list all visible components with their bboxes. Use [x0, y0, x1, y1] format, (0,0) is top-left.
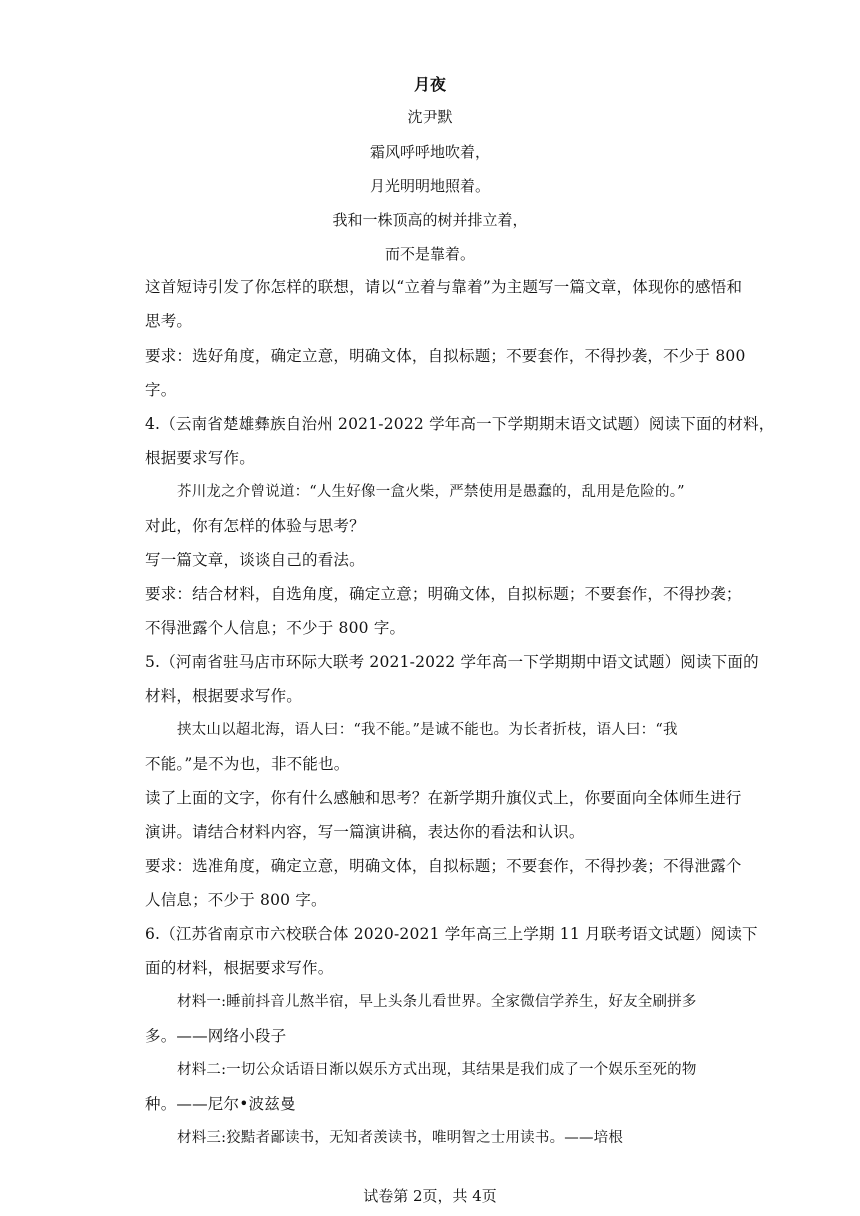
- material-text: 种。——尼尔•波兹曼: [145, 1095, 296, 1113]
- material-text: 不能。”是不为也，非不能也。: [145, 755, 350, 773]
- prompt-text: 思考。: [145, 312, 193, 330]
- poem-title: 月夜: [413, 75, 446, 94]
- poem-author: 沈尹默: [407, 108, 453, 126]
- question-header: 根据要求写作。: [145, 449, 255, 467]
- material-text: 多。——网络小段子: [145, 1027, 287, 1045]
- requirement-text: 不得泄露个人信息；不少于 800 字。: [145, 619, 406, 637]
- material-text: 材料一:睡前抖音儿熬半宿，早上头条儿看世界。全家微信学养生，好友全刷拼多: [177, 994, 697, 1010]
- material-text: 芥川龙之介曾说道：“人生好像一盒火柴，严禁使用是愚蠢的，乱用是危险的。”: [177, 484, 685, 500]
- prompt-text: 这首短诗引发了你怎样的联想，请以“立着与靠着”为主题写一篇文章，体现你的感悟和: [145, 278, 743, 296]
- question-header: 面的材料，根据要求写作。: [145, 959, 334, 977]
- requirement-text: 字。: [145, 381, 177, 399]
- material-text: 挟太山以超北海，语人曰：“我不能。”是诚不能也。为长者折枝，语人曰：“我: [177, 722, 678, 738]
- poem-line: 月光明明地照着。: [369, 177, 490, 195]
- material-text: 对此，你有怎样的体验与思考？: [145, 517, 365, 535]
- requirement-text: 要求：选好角度，确定立意，明确文体，自拟标题；不要套作，不得抄袭，不少于 800: [145, 347, 746, 365]
- poem-line: 而不是靠着。: [384, 245, 475, 263]
- prompt-text: 写一篇文章，谈谈自己的看法。: [145, 551, 365, 569]
- page-footer: 试卷第 2页，共 4页: [363, 1187, 497, 1205]
- requirement-text: 人信息；不少于 800 字。: [145, 891, 327, 909]
- material-text: 材料二:一切公众话语日渐以娱乐方式出现，其结果是我们成了一个娱乐至死的物: [177, 1062, 697, 1078]
- question-header: 5.（河南省驻马店市环际大联考 2021-2022 学年高一下学期期中语文试题）阅读下面的: [145, 653, 759, 671]
- poem-line: 我和一株顶高的树并排立着，: [332, 211, 528, 229]
- material-text: 材料三:狡黠者鄙读书，无知者羡读书，唯明智之士用读书。——培根: [177, 1130, 624, 1146]
- poem-line: 霜风呼呼地吹着，: [369, 143, 490, 161]
- requirement-text: 要求：选准角度，确定立意，明确文体，自拟标题；不要套作，不得抄袭；不得泄露个: [145, 857, 742, 875]
- question-header: 4.（云南省楚雄彝族自治州 2021-2022 学年高一下学期期末语文试题）阅读下面的材料，: [145, 415, 775, 433]
- question-header: 6.（江苏省南京市六校联合体 2020-2021 学年高三上学期 11 月联考语文试题）阅读下: [145, 925, 758, 943]
- question-header: 材料，根据要求写作。: [145, 687, 303, 705]
- prompt-text: 读了上面的文字，你有什么感触和思考？在新学期升旗仪式上，你要面向全体师生进行: [145, 789, 742, 807]
- requirement-text: 要求：结合材料，自选角度，确定立意；明确文体，自拟标题；不要套作，不得抄袭；: [145, 585, 742, 603]
- prompt-text: 演讲。请结合材料内容，写一篇演讲稿，表达你的看法和认识。: [145, 823, 585, 841]
